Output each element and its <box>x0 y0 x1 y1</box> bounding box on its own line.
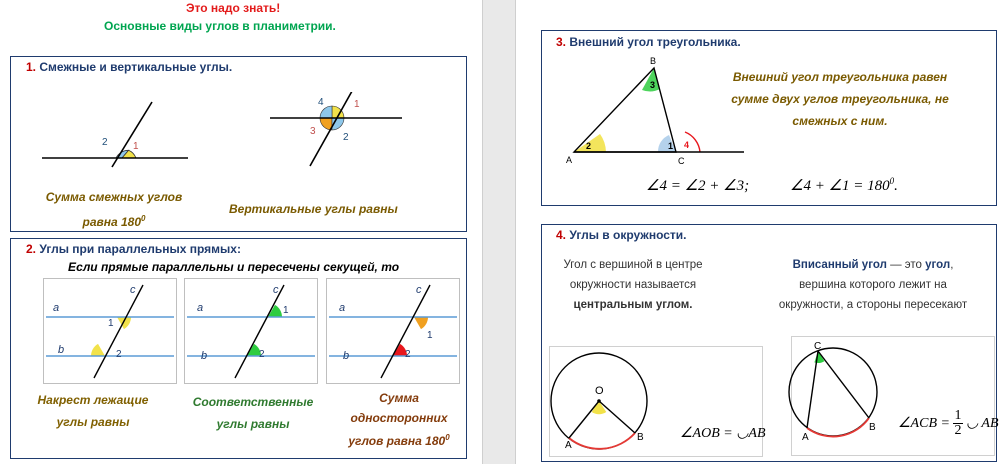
inscribed-angle-formula <box>898 409 999 438</box>
angle-2-label: 2 <box>259 349 265 360</box>
exterior-angle-formula-1: ∠4 = ∠2 + ∠3; <box>646 178 750 194</box>
inscribed-def-line1: Вписанный угол — это угол, <box>792 259 954 271</box>
line-b-label: b <box>343 350 350 362</box>
angle-1-label: 1 <box>668 141 674 151</box>
adjacent-caption-line2: равна $180^0$ <box>82 214 146 229</box>
alternate-caption-line1: Накрест лежащие <box>37 393 149 407</box>
parallel-condition: Если прямые параллельны и пересечены секущей, то <box>68 260 400 274</box>
alternate-angles-figure <box>43 278 177 384</box>
page-subtitle: Основные виды углов в планиметрии. <box>104 19 336 33</box>
section2-title: Углы при параллельных прямых: <box>39 242 241 256</box>
angle-1-label: 1 <box>108 318 114 329</box>
alternate-caption <box>18 389 168 433</box>
angle-4-label: 4 <box>684 140 690 150</box>
adjacent-caption <box>24 187 204 233</box>
line-c-label: c <box>416 284 422 296</box>
statement-line2: сумме двух углов треугольника, не <box>731 92 949 106</box>
adjacent-angles-figure <box>36 95 196 170</box>
section4-number: 4. <box>556 228 567 242</box>
corresponding-caption-line2: углы равны <box>216 417 290 431</box>
inscribed-def-line3: окружности, а стороны пересекают <box>778 299 968 311</box>
section3-title: Внешний угол треугольника. <box>569 35 741 49</box>
central-def-line2: окружности называется <box>569 279 697 291</box>
vertical-caption: Вертикальные углы равны <box>229 202 398 216</box>
vert-label-4: 4 <box>318 97 324 108</box>
point-a-label: A <box>565 440 572 451</box>
point-c-label: C <box>814 341 822 352</box>
point-o-label: O <box>595 385 604 397</box>
angle-1-label: 1 <box>283 305 289 316</box>
cointerior-caption-line3: углов равна $180^0$ <box>348 433 450 448</box>
corresponding-caption <box>178 391 328 435</box>
cointerior-angles-figure <box>326 278 460 384</box>
statement-line3: смежных с ним. <box>792 114 888 128</box>
vertex-c-label: C <box>678 156 685 166</box>
line-b-label: b <box>201 350 208 362</box>
inscribed-angle-definition <box>752 255 994 315</box>
section4-title: Углы в окружности. <box>569 228 687 242</box>
section4-heading <box>556 228 687 242</box>
adjacent-caption-line1: Сумма смежных углов <box>45 190 183 204</box>
line-c-label: c <box>130 284 136 296</box>
fraction-half: $\frac{1}{2}$ <box>954 408 962 438</box>
section1-title: Смежные и вертикальные углы. <box>39 60 233 74</box>
point-b-label: B <box>637 432 644 443</box>
section1-heading <box>26 60 232 74</box>
vert-label-1: 1 <box>354 99 360 110</box>
angle-1-label: 1 <box>427 330 433 341</box>
line-a-label: a <box>53 302 60 314</box>
vert-label-3: 3 <box>310 126 316 137</box>
formula-right: ◡ AB <box>965 416 999 431</box>
adj-label-1: 1 <box>133 141 139 152</box>
central-angle-formula: ∠AOB = ◡AB <box>680 426 766 441</box>
vertical-angles-figure <box>266 92 406 172</box>
line-a-label: a <box>197 302 204 314</box>
statement-line1: Внешний угол треугольника равен <box>732 70 948 84</box>
section3-number: 3. <box>556 35 567 49</box>
central-angle-figure <box>549 346 659 457</box>
angle-3-label: 3 <box>650 80 656 90</box>
must-know-heading: Это надо знать! <box>186 1 281 15</box>
line-b-label: b <box>58 344 65 356</box>
line-c-label: c <box>273 284 279 296</box>
central-def-line3: центральным углом. <box>573 299 693 311</box>
section2-number: 2. <box>26 242 37 256</box>
central-angle-definition <box>538 255 728 315</box>
adj-label-2: 2 <box>102 137 108 148</box>
point-a-label: A <box>802 432 809 443</box>
section2-heading <box>26 242 241 256</box>
cointerior-caption-line1: Сумма <box>379 391 419 405</box>
formula-left: ∠ACB = <box>898 416 950 431</box>
exterior-angle-figure <box>560 52 750 172</box>
point-b-label: B <box>869 422 876 433</box>
vertex-a-label: A <box>566 155 573 165</box>
corresponding-angles-figure <box>184 278 318 384</box>
inscribed-angle-figure <box>785 336 885 450</box>
corresponding-caption-line1: Соответственные <box>192 395 314 409</box>
exterior-angle-statement <box>724 66 956 132</box>
angle-2-label: 2 <box>405 349 411 360</box>
section1-number: 1. <box>26 60 37 74</box>
cointerior-caption-line2: односторонних <box>350 411 448 425</box>
exterior-angle-formula-2: ∠4 + ∠1 = $180^0$. <box>790 176 898 194</box>
alternate-caption-line2: углы равны <box>56 415 130 429</box>
angle-2-label: 2 <box>586 141 592 151</box>
central-def-line1: Угол с вершиной в центре <box>563 259 703 271</box>
page-separator <box>482 0 516 464</box>
inscribed-def-line2: вершина которого лежит на <box>799 279 947 291</box>
cointerior-caption <box>330 388 468 451</box>
vert-label-2: 2 <box>343 132 349 143</box>
angle-2-label: 2 <box>116 349 122 360</box>
section3-heading <box>556 35 741 49</box>
line-a-label: a <box>339 302 346 314</box>
vertex-b-label: B <box>650 56 657 66</box>
